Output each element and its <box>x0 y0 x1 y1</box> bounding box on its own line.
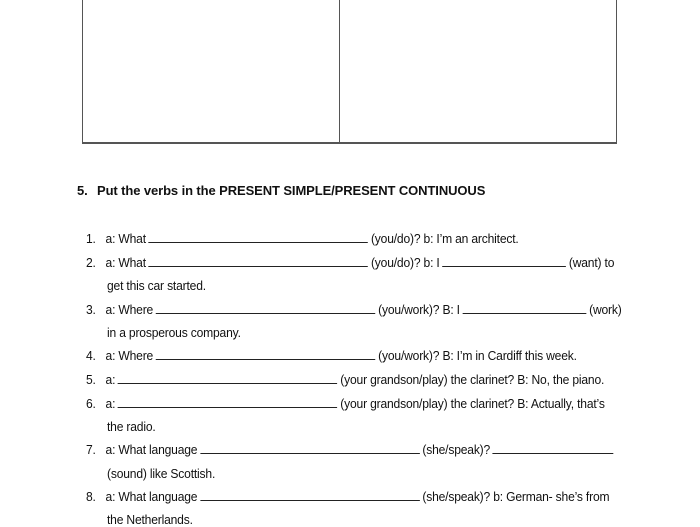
exercise-item-8 <box>86 489 609 504</box>
item-text: (she/speak)? <box>422 442 491 457</box>
section-number: 5. <box>77 183 88 198</box>
item-number: 8. <box>86 489 96 504</box>
item-number: 6. <box>86 396 96 411</box>
item-prompt: a: Where <box>105 348 154 363</box>
answer-blank[interactable] <box>493 442 614 454</box>
answer-blank[interactable] <box>200 489 419 501</box>
item-number: 5. <box>86 372 96 387</box>
section-title: Put the verbs in the PRESENT SIMPLE/PRESENT CONTINUOUS <box>97 183 486 198</box>
exercise-item-4 <box>86 348 577 363</box>
answer-blank[interactable] <box>149 255 368 267</box>
item-text: (you/do)? b: I <box>370 255 440 270</box>
item-text: (you/do)? b: I’m an architect. <box>370 231 519 246</box>
item-text: (she/speak)? b: German- she’s from <box>422 489 610 504</box>
item-number: 4. <box>86 348 96 363</box>
item-text: (you/work)? B: I’m in Cardiff this week. <box>378 348 577 363</box>
table-column-divider <box>339 0 340 142</box>
answer-blank[interactable] <box>156 302 375 314</box>
exercise-item-6 <box>86 396 605 411</box>
item-text: (your grandson/play) the clarinet? B: No, the piano. <box>340 372 605 387</box>
item-prompt: a: Where <box>105 302 154 317</box>
item-number: 1. <box>86 231 96 246</box>
answer-table <box>82 0 617 144</box>
item-prompt: a: <box>105 372 116 387</box>
exercise-item-7 <box>86 442 617 457</box>
item-number: 2. <box>86 255 96 270</box>
answer-blank[interactable] <box>463 302 587 314</box>
item-text: (your grandson/play) the clarinet? B: Actually, that’s <box>340 396 605 411</box>
exercise-item-3 <box>86 302 622 317</box>
exercise-item-7-continuation: (sound) like Scottish. <box>107 466 216 481</box>
answer-blank[interactable] <box>149 231 368 243</box>
item-prompt: a: What language <box>105 489 198 504</box>
exercise-item-1 <box>86 231 519 246</box>
item-prompt: a: What language <box>105 442 198 457</box>
answer-blank[interactable] <box>118 396 337 408</box>
item-text: (want) to <box>568 255 615 270</box>
item-number: 3. <box>86 302 96 317</box>
item-number: 7. <box>86 442 96 457</box>
item-text: (you/work)? B: I <box>378 302 460 317</box>
answer-blank[interactable] <box>200 442 419 454</box>
section-heading <box>77 183 485 198</box>
answer-blank[interactable] <box>118 372 337 384</box>
item-prompt: a: <box>105 396 116 411</box>
exercise-item-3-continuation: in a prosperous company. <box>107 325 241 340</box>
answer-blank[interactable] <box>156 348 375 360</box>
answer-blank[interactable] <box>442 255 566 267</box>
item-prompt: a: What <box>105 255 146 270</box>
exercise-item-6-continuation: the radio. <box>107 419 156 434</box>
item-prompt: a: What <box>105 231 146 246</box>
exercise-item-2 <box>86 255 614 270</box>
exercise-item-5 <box>86 372 604 387</box>
exercise-item-2-continuation: get this car started. <box>107 278 206 293</box>
exercise-item-8-continuation: the Netherlands. <box>107 512 193 527</box>
item-text: (work) <box>589 302 622 317</box>
